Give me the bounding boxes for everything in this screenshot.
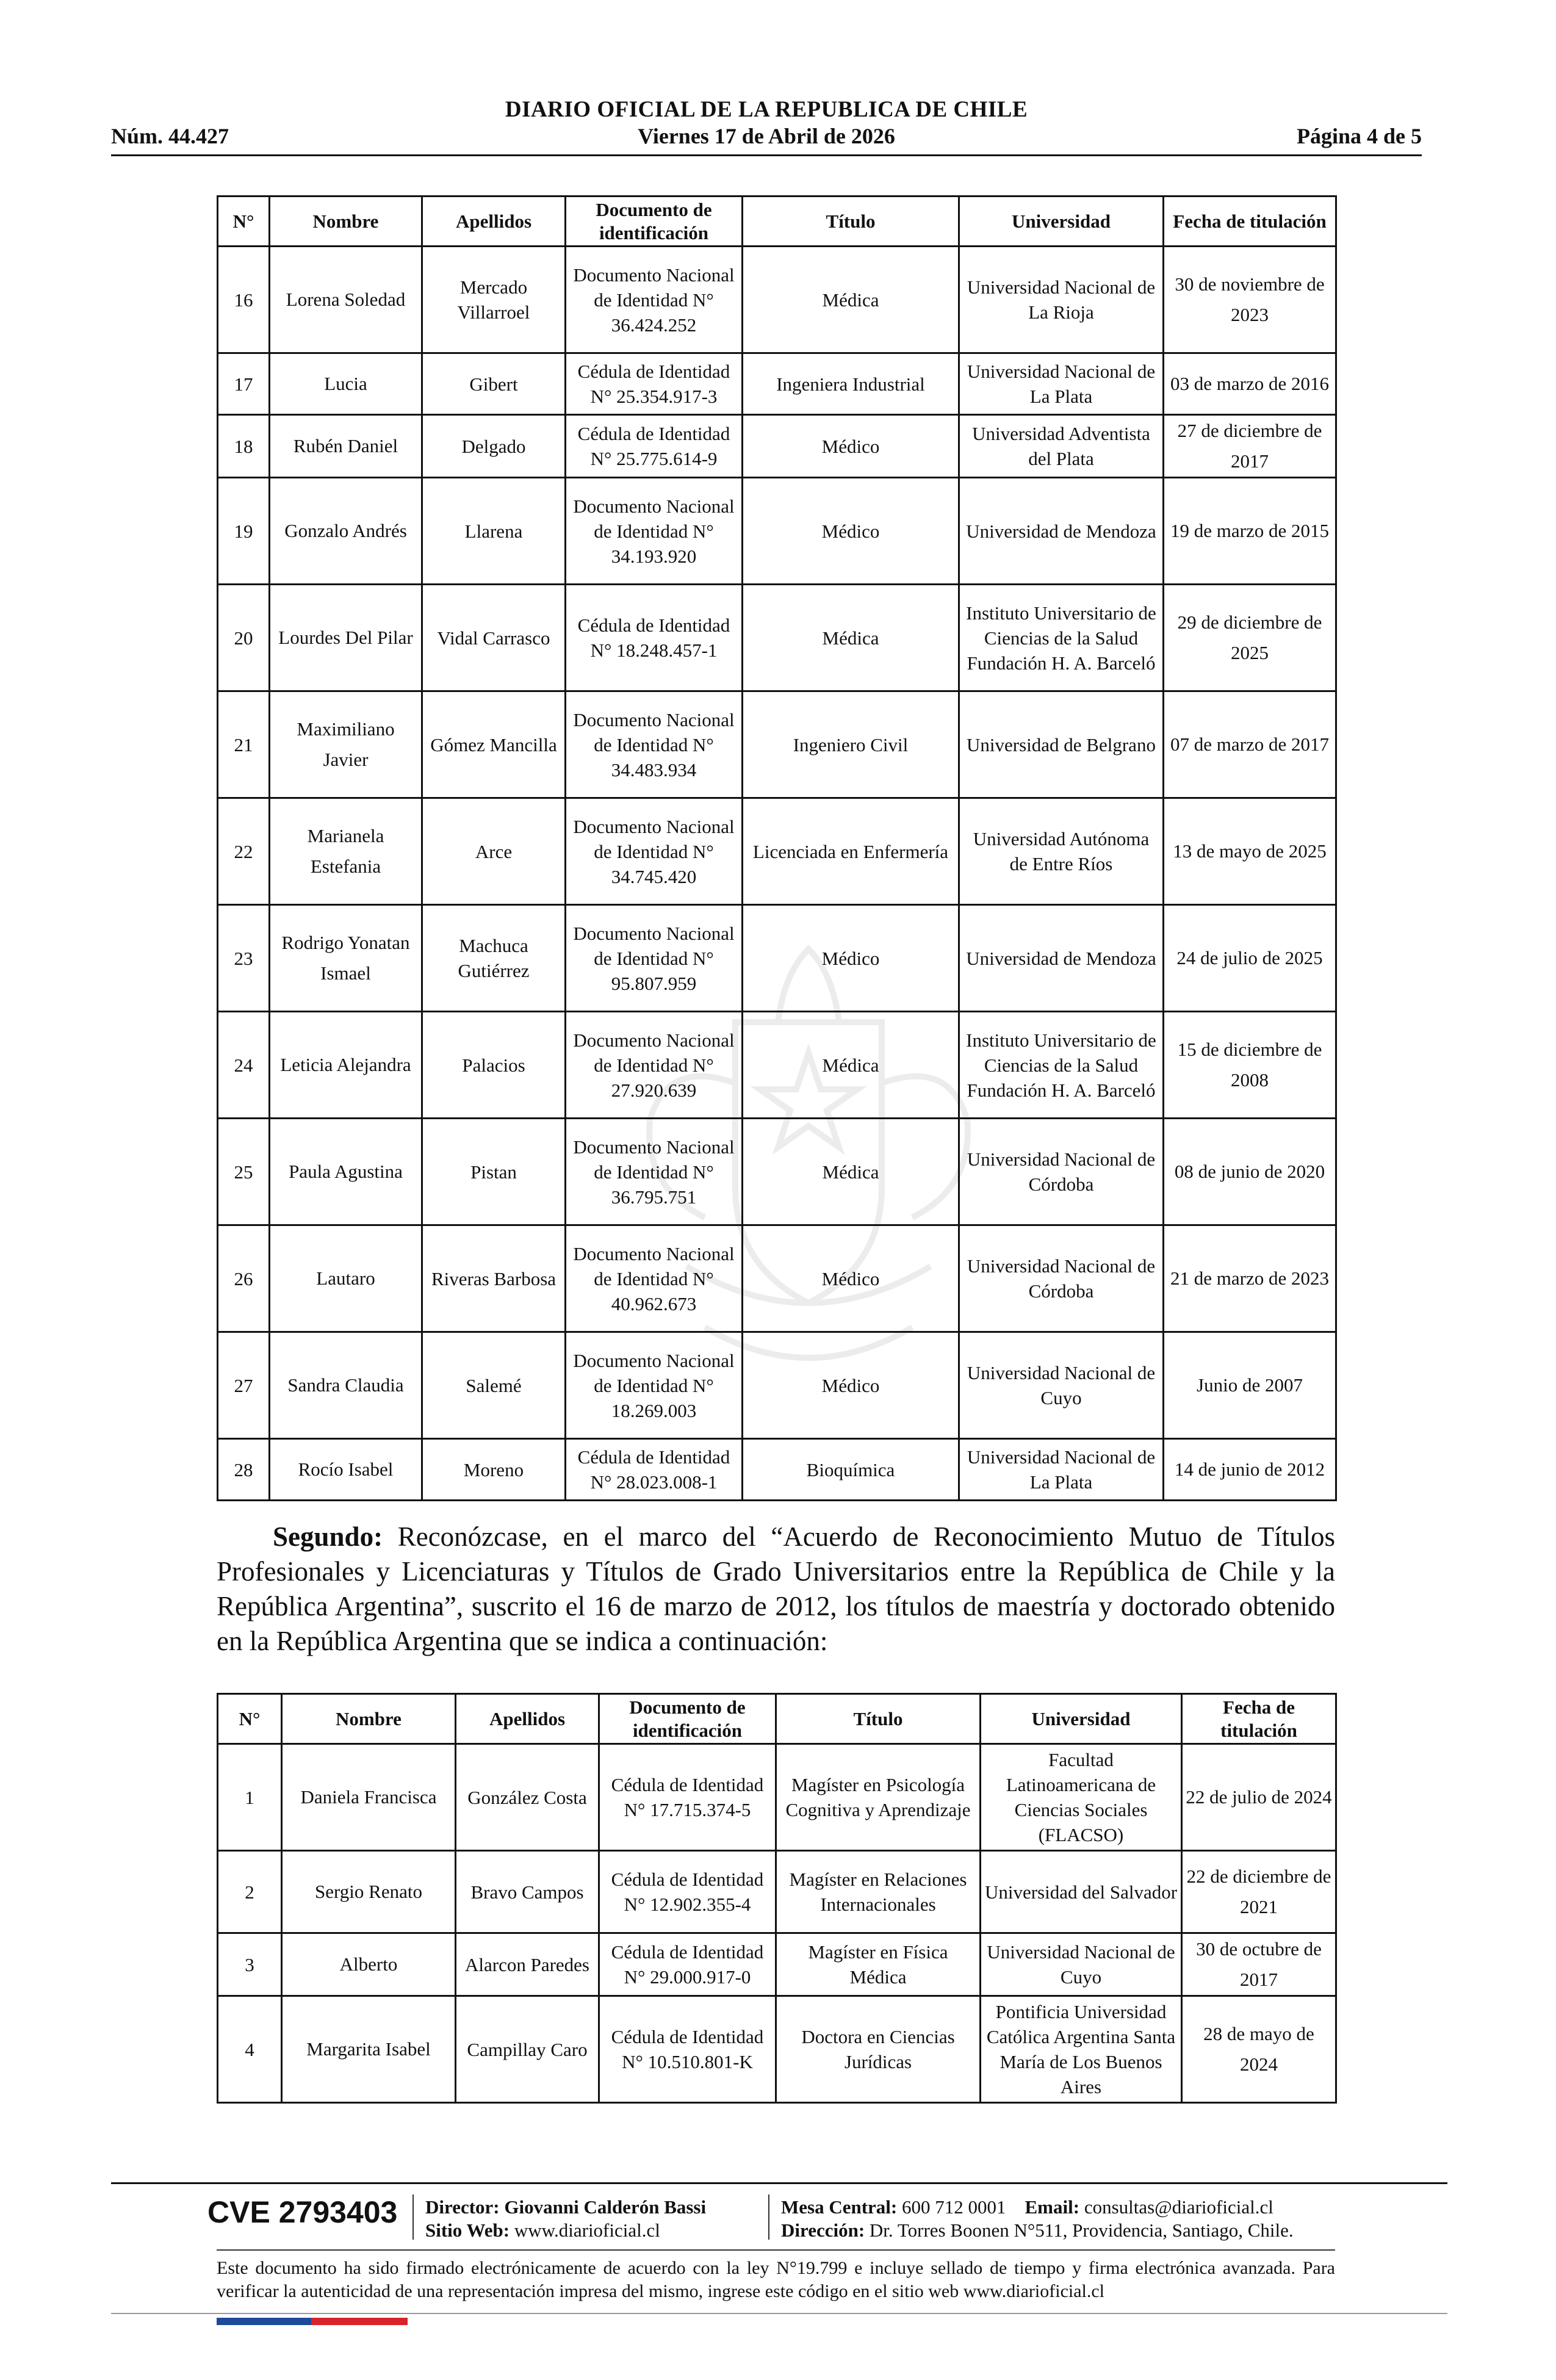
email-link[interactable]: consultas@diarioficial.cl: [1084, 2196, 1273, 2218]
cell-surname: Pistan: [422, 1119, 566, 1225]
cell-surname: Gómez Mancilla: [422, 691, 566, 798]
cell-surname: Riveras Barbosa: [422, 1225, 566, 1332]
cell-university: Universidad Nacional de Córdoba: [959, 1119, 1164, 1225]
cell-university: Universidad Nacional de Córdoba: [959, 1225, 1164, 1332]
cell-degree: Médica: [743, 1119, 959, 1225]
table-row: [218, 1744, 1336, 1851]
cell-university: Pontificia Universidad Católica Argentina Santa María de Los Buenos Aires: [981, 1996, 1182, 2103]
cell-graduation-date: 15 de diciembre de 2008: [1164, 1012, 1336, 1119]
cell-surname: Bravo Campos: [456, 1851, 599, 1933]
cell-surname: Moreno: [422, 1439, 566, 1501]
table-row: [218, 1996, 1336, 2103]
column-header-number: N°: [218, 197, 270, 247]
cell-document: Documento Nacional de Identidad N° 36.795.751: [566, 1119, 743, 1225]
header-divider: [111, 154, 1422, 156]
cell-degree: Licenciada en Enfermería: [743, 798, 959, 905]
cell-graduation-date: 29 de diciembre de 2025: [1164, 585, 1336, 691]
column-header-name: Nombre: [270, 197, 422, 247]
footer-divider-mid: [217, 2249, 1335, 2251]
cell-document: Documento Nacional de Identidad N° 18.269.003: [566, 1332, 743, 1439]
segundo-paragraph: [217, 1520, 1335, 1659]
cell-number: 26: [218, 1225, 270, 1332]
cell-degree: Ingeniero Civil: [743, 691, 959, 798]
cell-graduation-date: 19 de marzo de 2015: [1164, 478, 1336, 585]
cell-graduation-date: 27 de diciembre de 2017: [1164, 415, 1336, 478]
cell-name: Sergio Renato: [282, 1851, 456, 1933]
page-header: [111, 96, 1422, 157]
cell-surname: Delgado: [422, 415, 566, 478]
cell-document: Cédula de Identidad N° 28.023.008-1: [566, 1439, 743, 1501]
table-row: [218, 585, 1336, 691]
column-header-graduation-date: Fecha de titulación: [1164, 197, 1336, 247]
cell-university: Universidad Nacional de Cuyo: [959, 1332, 1164, 1439]
cell-surname: Machuca Gutiérrez: [422, 905, 566, 1012]
cell-number: 22: [218, 798, 270, 905]
column-header-name: Nombre: [282, 1694, 456, 1744]
cell-number: 18: [218, 415, 270, 478]
cell-number: 3: [218, 1933, 282, 1996]
cell-name: Lucia: [270, 353, 422, 415]
cell-graduation-date: 14 de junio de 2012: [1164, 1439, 1336, 1501]
address-text: Dr. Torres Boonen N°511, Providencia, Santiago, Chile.: [869, 2220, 1294, 2241]
cell-degree: Médico: [743, 415, 959, 478]
website-label: Sitio Web:: [425, 2220, 510, 2241]
cell-degree: Médico: [743, 1225, 959, 1332]
cell-surname: Salemé: [422, 1332, 566, 1439]
cell-number: 2: [218, 1851, 282, 1933]
cve-code: CVE 2793403: [207, 2195, 398, 2229]
cell-name: Daniela Francisca: [282, 1744, 456, 1851]
cell-university: Instituto Universitario de Ciencias de la Salud Fundación H. A. Barceló: [959, 1012, 1164, 1119]
table-header-row: [218, 1694, 1336, 1744]
footer-contact-block: [781, 2196, 1294, 2242]
cell-number: 4: [218, 1996, 282, 2103]
cell-surname: Llarena: [422, 478, 566, 585]
cell-document: Documento Nacional de Identidad N° 34.483.934: [566, 691, 743, 798]
flag-stripe-blue: [217, 2318, 311, 2325]
cell-document: Documento Nacional de Identidad N° 36.424.252: [566, 247, 743, 353]
table-row: [218, 905, 1336, 1012]
cell-degree: Bioquímica: [743, 1439, 959, 1501]
cell-degree: Ingeniera Industrial: [743, 353, 959, 415]
cell-number: 28: [218, 1439, 270, 1501]
cell-degree: Médico: [743, 1332, 959, 1439]
mesa-phone: 600 712 0001: [902, 2196, 1006, 2218]
postgraduate-degrees-table: [217, 1693, 1337, 2104]
cell-surname: Campillay Caro: [456, 1996, 599, 2103]
cell-document: Cédula de Identidad N° 18.248.457-1: [566, 585, 743, 691]
director-label: Director:: [425, 2196, 500, 2218]
issue-date: Viernes 17 de Abril de 2026: [638, 124, 895, 148]
cell-university: Universidad Nacional de La Plata: [959, 353, 1164, 415]
cell-number: 24: [218, 1012, 270, 1119]
footer-divider-bottom: [111, 2313, 1447, 2314]
cell-graduation-date: 24 de julio de 2025: [1164, 905, 1336, 1012]
cell-university: Universidad Nacional de La Rioja: [959, 247, 1164, 353]
paragraph-lead: Segundo:: [273, 1521, 383, 1552]
cell-university: Universidad Nacional de Cuyo: [981, 1933, 1182, 1996]
column-header-degree: Título: [776, 1694, 981, 1744]
cell-graduation-date: 28 de mayo de 2024: [1182, 1996, 1336, 2103]
cell-number: 25: [218, 1119, 270, 1225]
cell-number: 19: [218, 478, 270, 585]
cell-graduation-date: 30 de noviembre de 2023: [1164, 247, 1336, 353]
issue-number: Núm. 44.427: [111, 124, 229, 148]
cell-degree: Doctora en Ciencias Jurídicas: [776, 1996, 981, 2103]
footer-divider-top: [111, 2182, 1447, 2184]
mesa-label: Mesa Central:: [781, 2196, 898, 2218]
cell-number: 21: [218, 691, 270, 798]
cell-number: 16: [218, 247, 270, 353]
cell-name: Leticia Alejandra: [270, 1012, 422, 1119]
cell-name: Marianela Estefania: [270, 798, 422, 905]
cell-surname: Arce: [422, 798, 566, 905]
page-indicator: Página 4 de 5: [1296, 124, 1422, 148]
publication-title: DIARIO OFICIAL DE LA REPUBLICA DE CHILE: [505, 97, 1028, 122]
cell-graduation-date: 13 de mayo de 2025: [1164, 798, 1336, 905]
cell-name: Rodrigo Yonatan Ismael: [270, 905, 422, 1012]
cell-graduation-date: 22 de diciembre de 2021: [1182, 1851, 1336, 1933]
footer-separator: [412, 2194, 414, 2240]
cell-graduation-date: Junio de 2007: [1164, 1332, 1336, 1439]
cell-graduation-date: 03 de marzo de 2016: [1164, 353, 1336, 415]
cell-surname: Vidal Carrasco: [422, 585, 566, 691]
cell-degree: Magíster en Relaciones Internacionales: [776, 1851, 981, 1933]
table-row: [218, 1933, 1336, 1996]
cell-graduation-date: 08 de junio de 2020: [1164, 1119, 1336, 1225]
cell-name: Rocío Isabel: [270, 1439, 422, 1501]
table-row: [218, 798, 1336, 905]
cell-university: Universidad de Mendoza: [959, 905, 1164, 1012]
cell-university: Universidad de Mendoza: [959, 478, 1164, 585]
cell-university: Universidad Nacional de La Plata: [959, 1439, 1164, 1501]
cell-number: 23: [218, 905, 270, 1012]
cell-degree: Médico: [743, 905, 959, 1012]
cell-document: Cédula de Identidad N° 17.715.374-5: [599, 1744, 776, 1851]
cell-graduation-date: 21 de marzo de 2023: [1164, 1225, 1336, 1332]
cell-surname: Palacios: [422, 1012, 566, 1119]
cell-document: Cédula de Identidad N° 25.354.917-3: [566, 353, 743, 415]
cell-name: Sandra Claudia: [270, 1332, 422, 1439]
cell-degree: Médica: [743, 1012, 959, 1119]
footer-director-block: [425, 2196, 706, 2242]
cell-surname: Gibert: [422, 353, 566, 415]
email-label: Email:: [1025, 2196, 1080, 2218]
table-row: [218, 1012, 1336, 1119]
cell-document: Documento Nacional de Identidad N° 34.193.920: [566, 478, 743, 585]
column-header-document: Documento de identificación: [566, 197, 743, 247]
cell-degree: Magíster en Física Médica: [776, 1933, 981, 1996]
cell-name: Lourdes Del Pilar: [270, 585, 422, 691]
table-row: [218, 1332, 1336, 1439]
cell-name: Rubén Daniel: [270, 415, 422, 478]
cell-surname: Mercado Villarroel: [422, 247, 566, 353]
paragraph-text: Reconózcase, en el marco del “Acuerdo de Reconocimiento Mutuo de Títulos Profesionales y Licenciaturas y Títulos de Grado Universitarios entre la República de Chile y la República Argentina”, suscrito el 16 de marzo de 2012, los títulos de maestría y doctorado obtenido en la República Argentina que se indica a continuación:: [217, 1521, 1335, 1656]
table-row: [218, 1119, 1336, 1225]
cell-name: Margarita Isabel: [282, 1996, 456, 2103]
column-header-graduation-date: Fecha de titulación: [1182, 1694, 1336, 1744]
cell-university: Universidad de Belgrano: [959, 691, 1164, 798]
cell-university: Universidad del Salvador: [981, 1851, 1182, 1933]
cell-name: Alberto: [282, 1933, 456, 1996]
cell-name: Gonzalo Andrés: [270, 478, 422, 585]
column-header-document: Documento de identificación: [599, 1694, 776, 1744]
cell-name: Lautaro: [270, 1225, 422, 1332]
cell-document: Cédula de Identidad N° 10.510.801-K: [599, 1996, 776, 2103]
cell-number: 1: [218, 1744, 282, 1851]
column-header-university: Universidad: [981, 1694, 1182, 1744]
cell-name: Maximiliano Javier: [270, 691, 422, 798]
column-header-degree: Título: [743, 197, 959, 247]
table-row: [218, 247, 1336, 353]
cell-document: Cédula de Identidad N° 12.902.355-4: [599, 1851, 776, 1933]
cell-degree: Médica: [743, 585, 959, 691]
cell-number: 17: [218, 353, 270, 415]
cell-name: Lorena Soledad: [270, 247, 422, 353]
table-header-row: [218, 197, 1336, 247]
cell-degree: Médica: [743, 247, 959, 353]
cell-document: Cédula de Identidad N° 29.000.917-0: [599, 1933, 776, 1996]
cell-document: Documento Nacional de Identidad N° 40.962.673: [566, 1225, 743, 1332]
cell-university: Universidad Autónoma de Entre Ríos: [959, 798, 1164, 905]
cell-document: Documento Nacional de Identidad N° 34.745.420: [566, 798, 743, 905]
table-row: [218, 478, 1336, 585]
cell-document: Documento Nacional de Identidad N° 27.920.639: [566, 1012, 743, 1119]
column-header-surname: Apellidos: [456, 1694, 599, 1744]
cell-number: 27: [218, 1332, 270, 1439]
director-name: Giovanni Calderón Bassi: [504, 2196, 707, 2218]
cell-name: Paula Agustina: [270, 1119, 422, 1225]
table-row: [218, 1439, 1336, 1501]
cell-university: Facultad Latinoamericana de Ciencias Sociales (FLACSO): [981, 1744, 1182, 1851]
cell-graduation-date: 07 de marzo de 2017: [1164, 691, 1336, 798]
cell-surname: Alarcon Paredes: [456, 1933, 599, 1996]
website-link[interactable]: www.diarioficial.cl: [514, 2220, 660, 2241]
cell-number: 20: [218, 585, 270, 691]
flag-stripe-red: [311, 2318, 408, 2325]
table-row: [218, 691, 1336, 798]
cell-surname: González Costa: [456, 1744, 599, 1851]
cell-degree: Magíster en Psicología Cognitiva y Aprendizaje: [776, 1744, 981, 1851]
column-header-university: Universidad: [959, 197, 1164, 247]
footer-separator: [768, 2194, 769, 2240]
table-row: [218, 353, 1336, 415]
column-header-number: N°: [218, 1694, 282, 1744]
table-row: [218, 415, 1336, 478]
professional-degrees-table: [217, 195, 1337, 1501]
cell-document: Documento Nacional de Identidad N° 95.807.959: [566, 905, 743, 1012]
cell-graduation-date: 30 de octubre de 2017: [1182, 1933, 1336, 1996]
cell-degree: Médico: [743, 478, 959, 585]
column-header-surname: Apellidos: [422, 197, 566, 247]
cell-graduation-date: 22 de julio de 2024: [1182, 1744, 1336, 1851]
cell-document: Cédula de Identidad N° 25.775.614-9: [566, 415, 743, 478]
cell-university: Instituto Universitario de Ciencias de la Salud Fundación H. A. Barceló: [959, 585, 1164, 691]
address-label: Dirección:: [781, 2220, 865, 2241]
table-row: [218, 1225, 1336, 1332]
table-row: [218, 1851, 1336, 1933]
legal-notice: Este documento ha sido firmado electrónicamente de acuerdo con la ley N°19.799 e incluye sellado de tiempo y firma electrónica avanzada. Para verificar la autenticidad de una representación impresa del mismo, ingrese este código en el sitio web www.diarioficial.cl: [217, 2258, 1335, 2301]
cell-university: Universidad Adventista del Plata: [959, 415, 1164, 478]
